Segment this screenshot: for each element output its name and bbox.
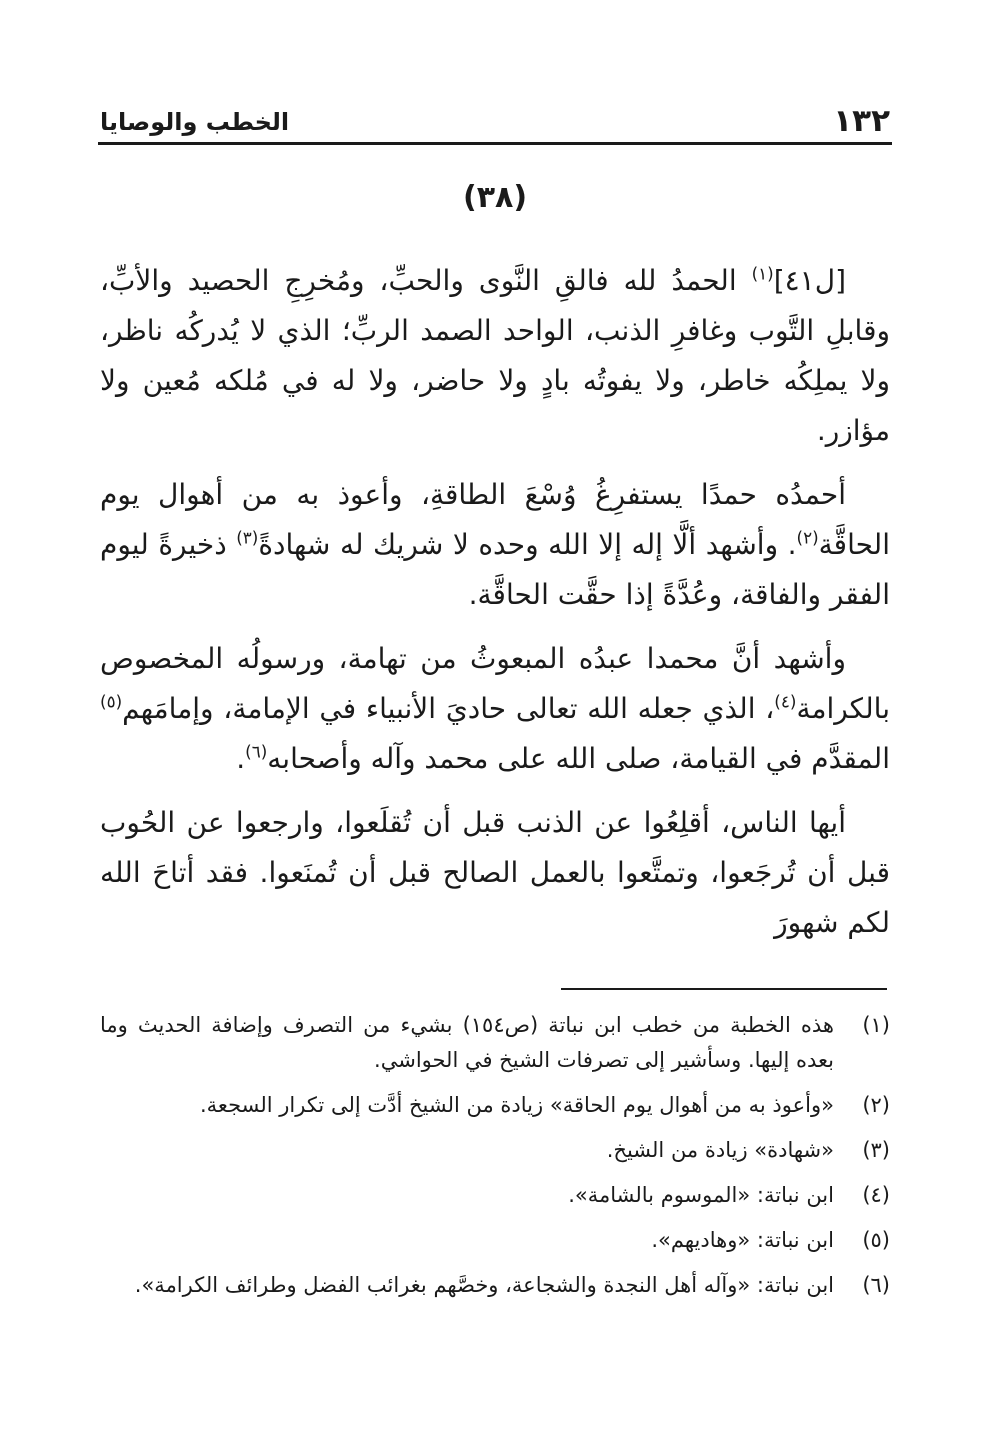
paragraph-1-text: الحمدُ لله فالقِ النَّوى والحبِّ، ومُخرِجِ الحصيد والأبِّ، وقابلِ التَّوب وغافرِ الذنب، الواحد الصمد الربِّ؛ الذي لا يُدركُه ناظر، ولا يملِكُه خاطر، ولا يفوتُه بادٍ ولا حاضر، ولا له في مُلكه مُعين ولا مؤازر. — [100, 264, 890, 447]
main-text — [100, 256, 890, 962]
paragraph-3-text-d: . — [236, 742, 246, 775]
footnote-number: (٤) — [862, 1183, 890, 1207]
header-divider — [98, 142, 892, 145]
paragraph-3 — [100, 634, 890, 784]
paragraph-3-text-c: المقدَّم في القيامة، صلى الله على محمد وآله وأصحابه — [267, 742, 890, 775]
footnote-ref-6: (٦) — [245, 741, 268, 762]
footnote-text: «وأعوذ به من أهوال يوم الحاقة» زيادة من الشيخ أدَّت إلى تكرار السجعة. — [200, 1093, 834, 1117]
paragraph-1 — [100, 256, 890, 456]
footnote-number: (٢) — [862, 1093, 890, 1117]
footnotes — [100, 1008, 890, 1313]
paragraph-3-text-b: ، الذي جعله الله تعالى حاديَ الأنبياء في الإمامة، وإمامَهم — [122, 692, 775, 725]
footnote-number: (٥) — [862, 1228, 890, 1252]
book-title: الخطب والوصايا — [100, 108, 290, 136]
paragraph-4-text: أيها الناس، أقلِعُوا عن الذنب قبل أن تُقلَعوا، وارجعوا عن الحُوب قبل أن تُرجَعوا، وتمتَّعوا بالعمل الصالح قبل أن تُمنَعوا. فقد أتاحَ الله لكم شهورَ — [100, 806, 890, 939]
footnote-text: ابن نباتة: «الموسوم بالشامة». — [568, 1183, 834, 1207]
paragraph-2-text-a: أحمدُه حمدًا يستفرِغُ وُسْعَ الطاقةِ، وأعوذ به من أهوال يوم الحاقَّة — [100, 478, 890, 561]
section-number: (٣٨) — [462, 180, 528, 215]
footnote-ref-1: (١) — [751, 263, 774, 284]
footnote-text: «شهادة» زيادة من الشيخ. — [606, 1138, 834, 1162]
footnote-ref-4: (٤) — [774, 691, 797, 712]
footnote-ref-2: (٢) — [796, 527, 819, 548]
paragraph-3-text-a: وأشهد أنَّ محمدا عبدُه المبعوثُ من تهامة، ورسولُه المخصوص بالكرامة — [100, 642, 890, 725]
footnote-text: ابن نباتة: «وآله أهل النجدة والشجاعة، وخصَّهم بغرائب الفضل وطرائف الكرامة». — [134, 1273, 834, 1297]
footnote-4 — [100, 1178, 890, 1213]
footnote-divider — [561, 988, 887, 990]
running-header — [100, 100, 890, 144]
footnote-number: (٦) — [862, 1273, 890, 1297]
footnote-ref-5: (٥) — [100, 691, 123, 712]
footnote-2 — [100, 1088, 890, 1123]
paragraph-4 — [100, 798, 890, 948]
footnote-1 — [100, 1008, 890, 1078]
manuscript-folio-ref: [ل٤١] — [773, 264, 846, 297]
paragraph-2 — [100, 470, 890, 620]
footnote-number: (٣) — [862, 1138, 890, 1162]
page-number: ١٣٢ — [833, 103, 890, 139]
paragraph-2-text-b: . وأشهد ألَّا إله إلا الله وحده لا شريك له شهادةً — [258, 528, 797, 561]
paragraph-2-text-c: ذخيرةً ليوم الفقر والفاقة، وعُدَّةً إذا حقَّت الحاقَّة. — [100, 528, 890, 611]
footnote-ref-3: (٣) — [236, 527, 259, 548]
footnote-6 — [100, 1268, 890, 1303]
footnote-3 — [100, 1133, 890, 1168]
footnote-5 — [100, 1223, 890, 1258]
footnote-text: ابن نباتة: «وهاديهم». — [651, 1228, 834, 1252]
footnote-text: هذه الخطبة من خطب ابن نباتة (ص١٥٤) بشيء من التصرف وإضافة الحديث وما بعده إليها. وسأشير إلى تصرفات الشيخ في الحواشي. — [100, 1013, 834, 1072]
footnote-number: (١) — [862, 1013, 890, 1037]
